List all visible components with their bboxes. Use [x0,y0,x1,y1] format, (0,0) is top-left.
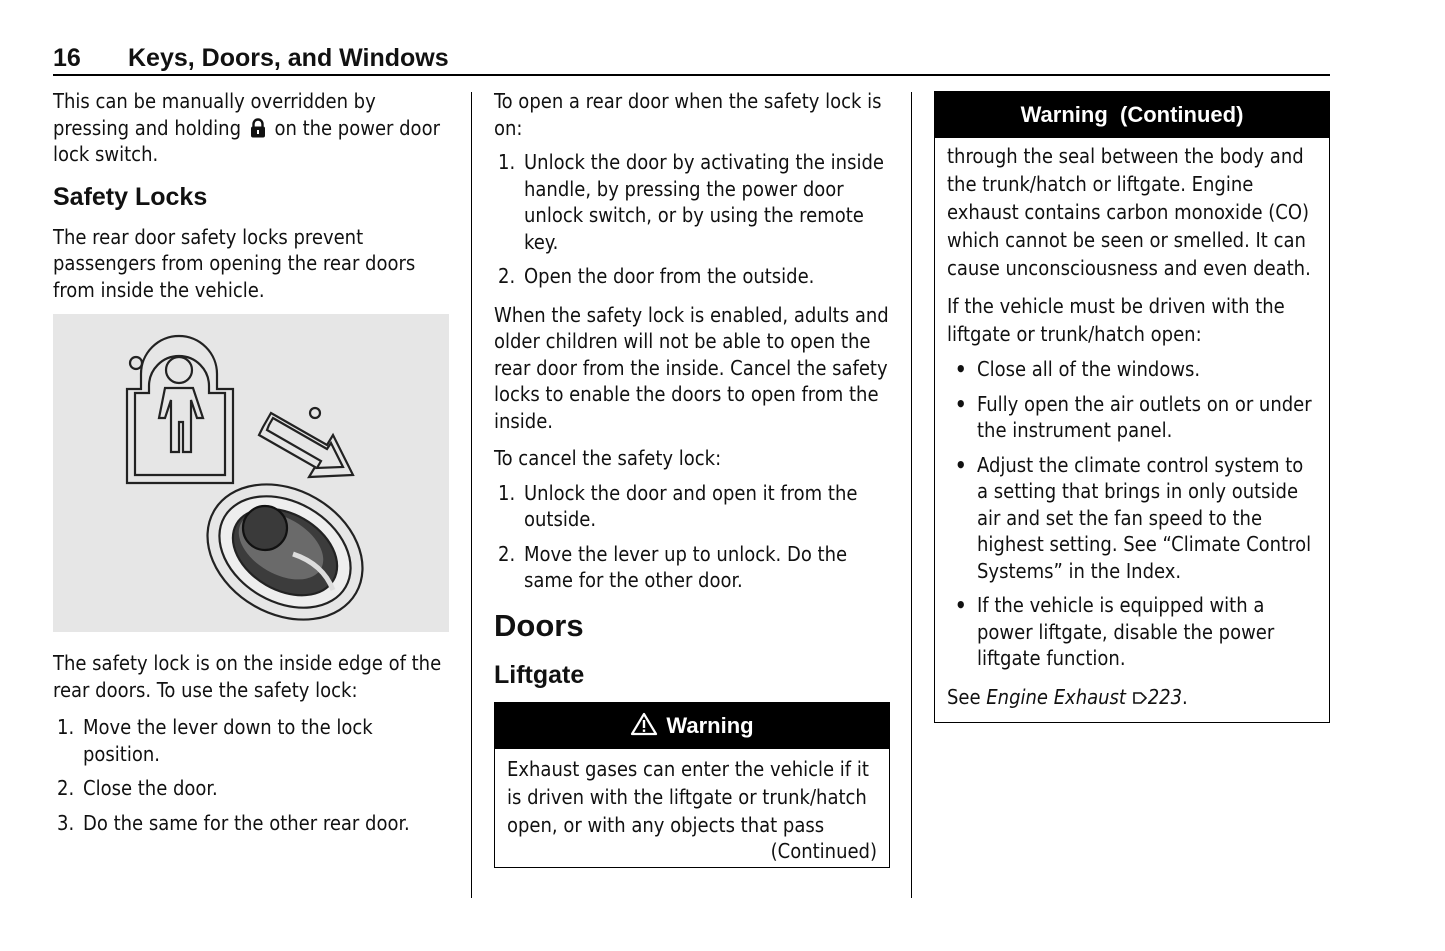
location-paragraph: The safety lock is on the inside edge of the rear doors. To use the safety lock: [53,651,442,702]
page-ref-arrow-icon [1132,691,1148,705]
list-item: 1. Move the lever down to the lock position. [57,715,373,766]
open-steps-list [494,149,890,290]
safety-locks-heading: Safety Locks [53,182,208,211]
warning-continued-text: through the seal between the body and the trunk/hatch or liftgate. Engine exhaust contains carbon monoxide (CO) which cannot be seen or smelled. It can cause unconsciousness and even death. [947,144,1311,280]
reference-link[interactable]: Engine Exhaust [986,684,1126,709]
driven-intro: If the vehicle must be driven with the liftgate or trunk/hatch open: [947,294,1285,346]
column-left [53,88,453,848]
warning-continued-box [934,91,1330,723]
warning-header: Warning [495,703,889,749]
warning-triangle-icon [630,712,658,736]
list-item: • Close all of the windows. [955,357,1201,381]
column-divider [471,92,472,898]
doors-heading: Doors [494,607,584,643]
list-item: 3. Do the same for the other rear door. [57,810,410,835]
page-number: 16 [53,44,81,72]
list-item: • Adjust the climate control system to a setting that brings in only outside air and set the fan speed to the highest setting. See “Climate Control Systems” in the Index. [955,452,1312,583]
cancel-steps-list [494,480,890,594]
enabled-paragraph: When the safety lock is enabled, adults and older children will not be able to open the rear door from the inside. Cancel the safety locks to enable the doors to open from the inside. [494,302,889,433]
precautions-list [947,356,1317,672]
warning-box [494,702,890,868]
column-middle [494,88,890,868]
warning-text: Exhaust gases can enter the vehicle if it is driven with the liftgate or trunk/hatch open, or with any objects that pass [507,756,869,837]
see-reference: See Engine Exhaust 223. [947,684,1188,709]
section-title: Keys, Doors, and Windows [128,44,449,72]
open-door-intro: To open a rear door when the safety lock is on: [494,89,882,140]
list-item: 2. Move the lever up to unlock. Do the same for the other door. [498,541,848,592]
page-header [53,40,1330,76]
cancel-intro: To cancel the safety lock: [494,446,722,470]
column-right [934,91,1330,723]
lock-steps-list [53,714,453,836]
override-paragraph: This can be manually overridden by pressing and holding on the power door lock switch. [53,89,440,166]
safety-lock-illustration [53,314,449,632]
column-divider [911,92,912,898]
safety-locks-description: The rear door safety locks prevent passengers from opening the rear doors from inside the vehicle. [53,224,416,302]
warning-body [495,749,889,867]
list-item: 2. Open the door from the outside. [498,264,815,288]
warning-continued-body [935,138,1329,722]
list-item: 2. Close the door. [57,776,218,800]
list-item: 1. Unlock the door and open it from the outside. [498,480,858,531]
warning-continued-header: Warning (Continued) [935,92,1329,138]
list-item: 1. Unlock the door by activating the inside handle, by pressing the power door unlock switch, or by using the remote key. [498,150,884,254]
continued-label: (Continued) [770,838,877,863]
lock-icon [250,118,266,138]
list-item: • If the vehicle is equipped with a power liftgate, disable the power liftgate function. [955,593,1275,670]
list-item: • Fully open the air outlets on or under the instrument panel. [955,391,1312,442]
liftgate-heading: Liftgate [494,660,585,689]
